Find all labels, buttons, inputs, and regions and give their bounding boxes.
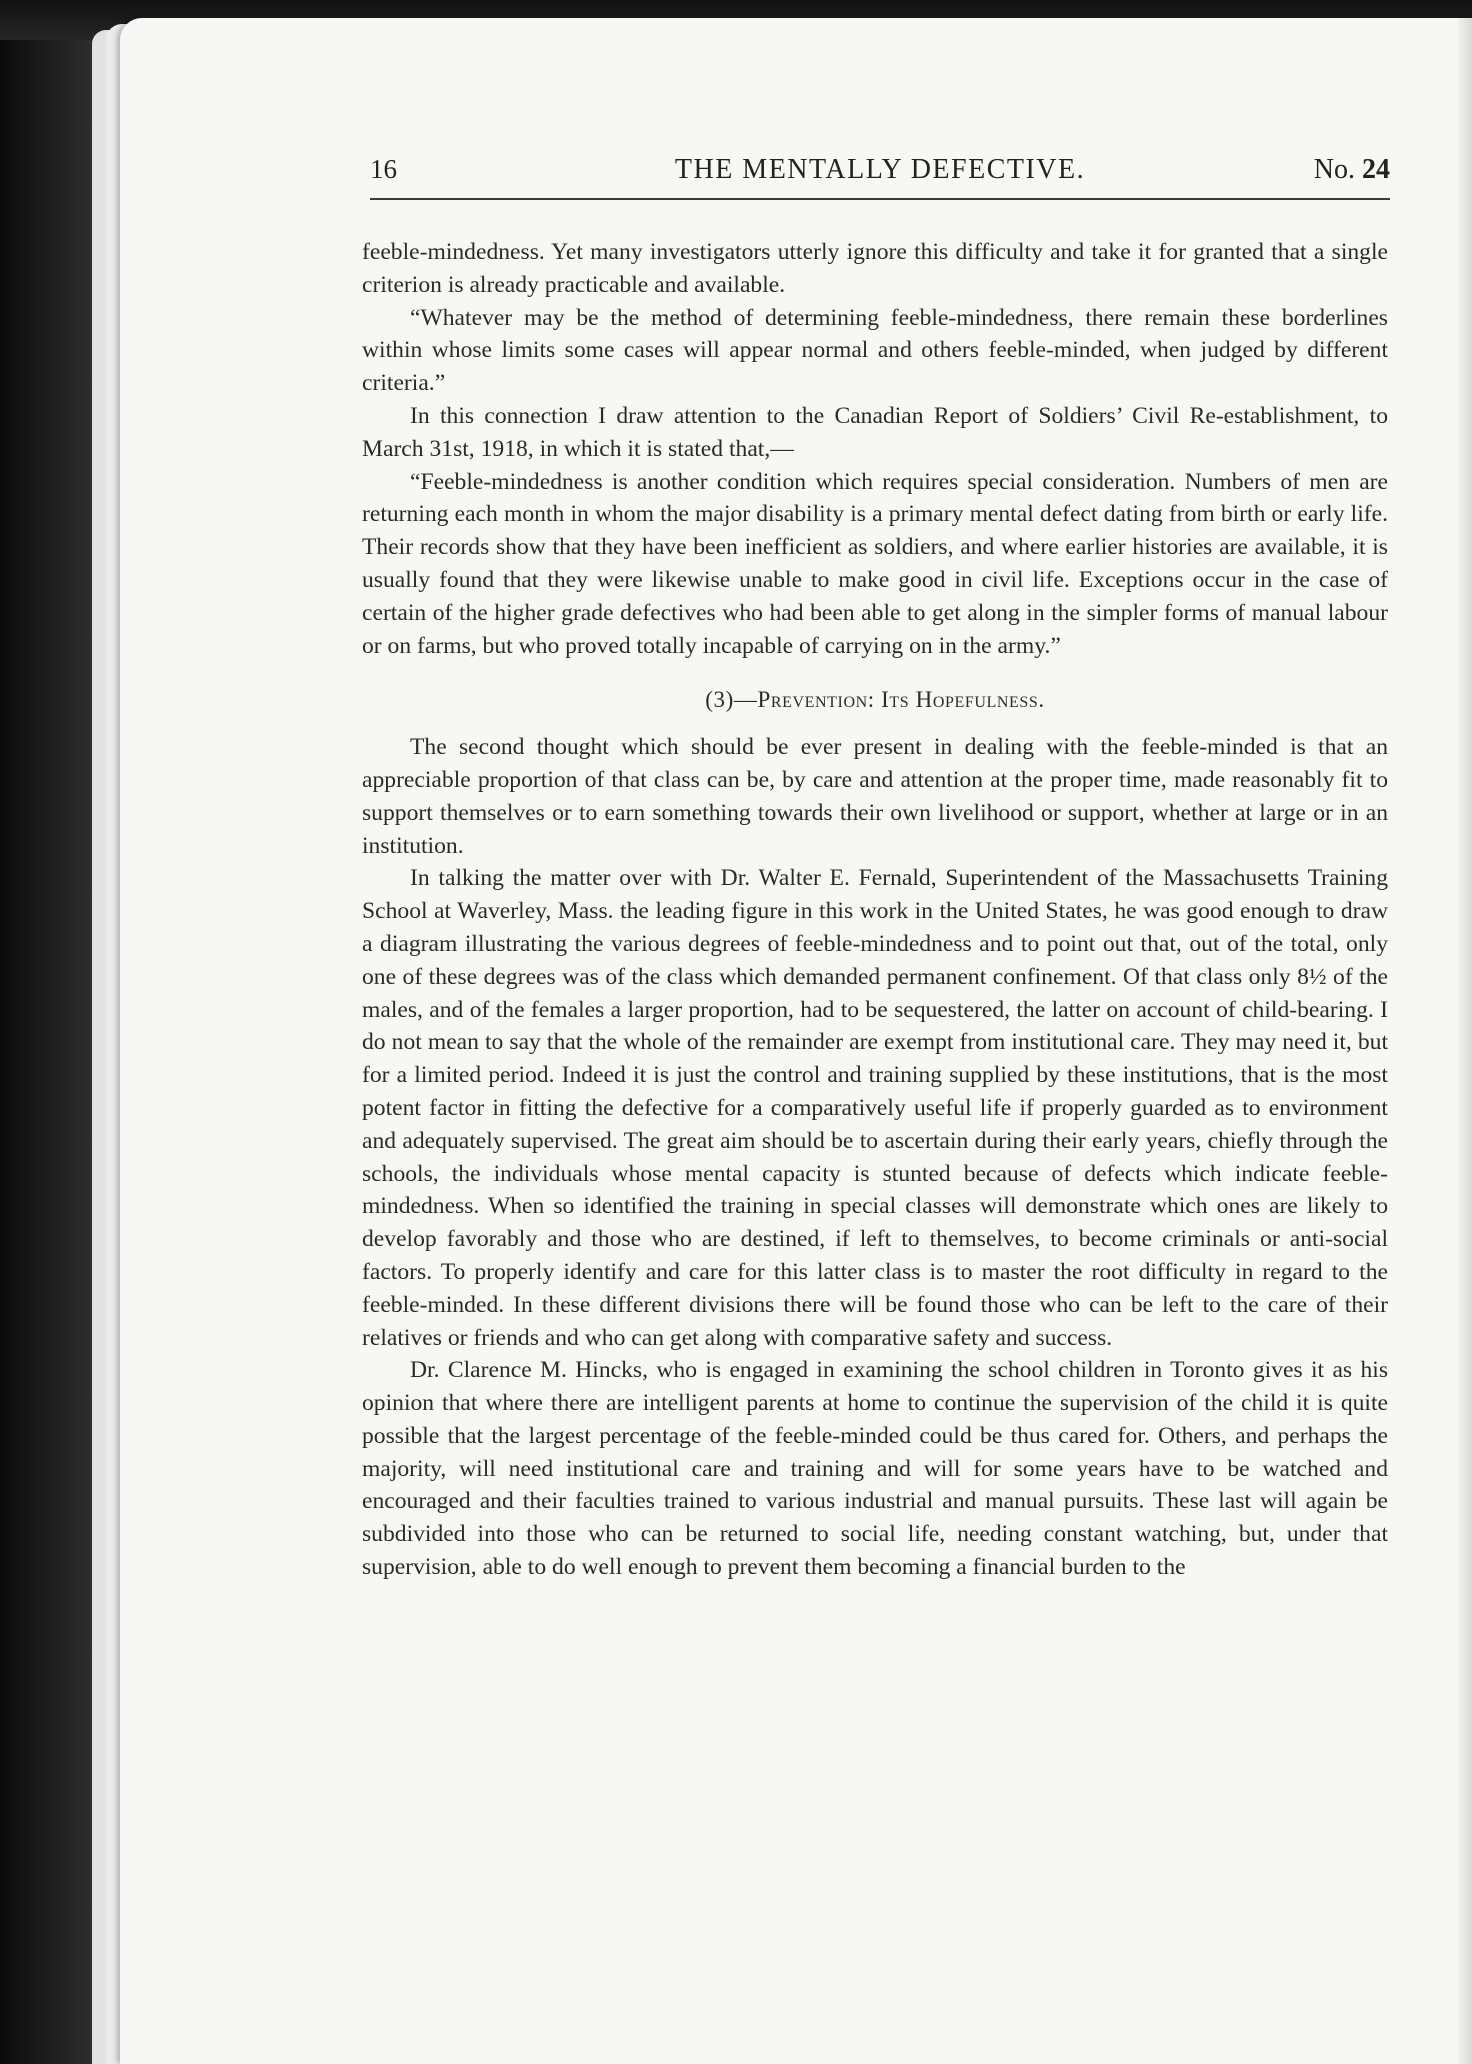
running-header <box>370 150 1390 200</box>
paragraph: Dr. Clarence M. Hincks, who is engaged in examining the school children in Toronto gives it as his opinion that where there are intelligent parents at home to continue the supervision of the child it is quite possible that the largest percentage of the feeble-minded could be thus cared for. Others, and perhaps the majority, will need institutional care and training and will for some years have to be watched and encouraged and their faculties trained to various industrial and manual pursuits. These last will again be subdivided into those who can be returned to social life, needing constant watching, but, under that supervision, able to do well enough to prevent them becoming a financial burden to the <box>362 1357 1388 1581</box>
quoted-paragraph: “Feeble-mindedness is another condition which requires special consideration. Numbers of men are returning each month in whom the major disability is a primary mental defect dating from birth or early life. Their records show that they have been inefficient as soldiers, and where earlier histories are available, it is usually found that they were likewise unable to make good in civil life. Exceptions occur in the case of certain of the higher grade defectives who had been able to get along in the simpler forms of manual labour or on farms, but who proved totally incapable of carrying on in the army.” <box>362 468 1388 659</box>
page-binding-edge <box>1458 18 1472 2064</box>
paragraph: In talking the matter over with Dr. Walter E. Fernald, Superintendent of the Massachusetts Training School at Waverley, Mass. the leading figure in this work in the United States, he was good enough to draw a diagram illustrating the various degrees of feeble-mindedness and to point out that, out of the total, only one of these degrees was of the class which demanded permanent confinement. Of that class only 8½ of the males, and of the females a larger proportion, had to be sequestered, the latter on account of child-bearing. I do not mean to say that the whole of the remainder are exempt from institutional care. They may need it, but for a limited period. Indeed it is just the control and training supplied by these institutions, that is the most potent factor in fitting the defective for a comparatively useful life if properly guarded as to environment and adequately supervised. The great aim should be to ascertain during their early years, chiefly through the schools, the individuals whose mental capacity is stunted because of defects which indicate feeble-mindedness. When so identified the training in special classes will demonstrate which ones are likely to develop favorably and those who are destined, if left to themselves, to become criminals or anti-social factors. To properly identify and care for this latter class is to master the root difficulty in regard to the feeble-minded. In these different divisions there will be found those who can be left to the care of their relatives or friends and who can get along with comparative safety and success. <box>362 865 1388 1351</box>
quoted-paragraph: “Whatever may be the method of determining feeble-mindedness, there remain these borderlines within whose limits some cases will appear normal and others feeble-minded, when judged by different criteria.” <box>362 304 1388 397</box>
header-rule <box>370 198 1390 200</box>
issue-number-label <box>1314 154 1390 186</box>
page-body <box>362 236 1388 1584</box>
issue-label: No. <box>1313 154 1355 185</box>
issue-number: 24 <box>1362 154 1390 185</box>
paragraph: The second thought which should be ever present in dealing with the feeble-minded is that an appreciable proportion of that class can be, by care and attention at the proper time, made reasonably fit to support themselves or to earn something towards their own livelihood or support, whether at large or in an institution. <box>362 734 1388 859</box>
paragraph: In this connection I draw attention to the Canadian Report of Soldiers’ Civil Re-establishment, to March 31st, 1918, in which it is stated that,— <box>362 402 1388 462</box>
paragraph-continuation: feeble-mindedness. Yet many investigators utterly ignore this difficulty and take it for granted that a single criterion is already practicable and available. <box>362 239 1388 298</box>
section-heading: (3)—Prevention: Its Hopefulness. <box>705 687 1045 713</box>
page-number: 16 <box>370 154 397 184</box>
running-title: THE MENTALLY DEFECTIVE. <box>674 154 1086 185</box>
